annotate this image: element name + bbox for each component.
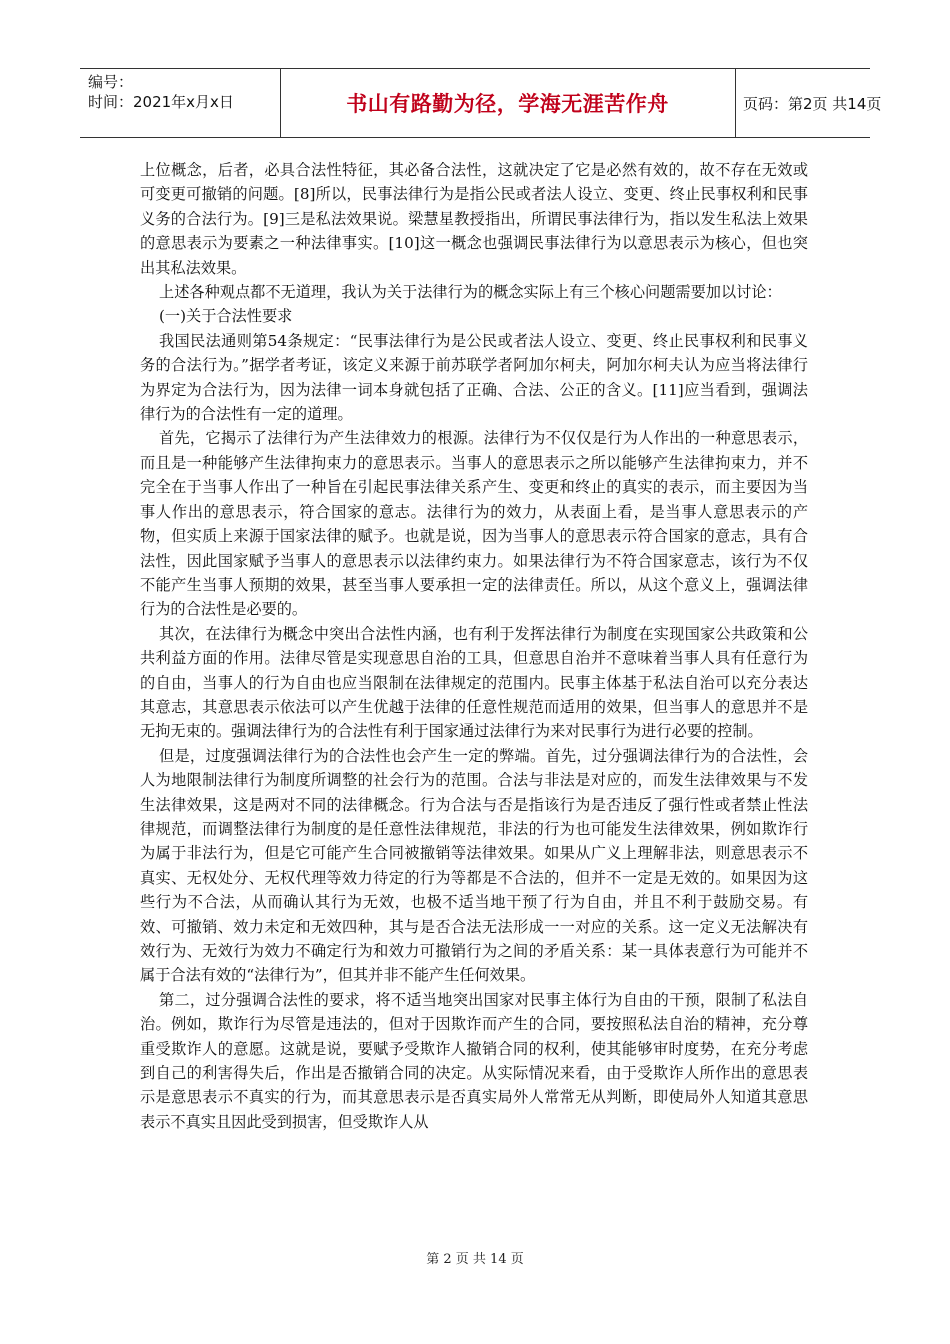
paragraph: 第二，过分强调合法性的要求，将不适当地突出国家对民事主体行为自由的干预，限制了私法自治。例如，欺诈行为尽管是违法的，但对于因欺诈而产生的合同，要按照私法自治的精神，充分尊重受欺诈人的意愿。这就是说，要赋予受欺诈人撤销合同的权利，使其能够审时度势，在充分考虑到自己的利害得失后，作出是否撤销合同的决定。从实际情况来看，由于受欺诈人所作出的意思表示是意思表示不真实的行为，而其意思表示是否真实局外人常常无从判断，即使局外人知道其意思表示不真实且因此受到损害，但受欺诈人从 [140, 990, 808, 1131]
document-number-label: 编号： [88, 73, 134, 91]
header-meta [80, 69, 281, 137]
paragraph: 但是，过度强调法律行为的合法性也会产生一定的弊端。首先，过分强调法律行为的合法性，会人为地限制法律行为制度所调整的社会行为的范围。合法与非法是对应的，而发生法律效果与不发生法律效果，这是两对不同的法律概念。行为合法与否是指该行为是否违反了强行性或者禁止性法律规范，而调整法律行为制度的是任意性法律规范，非法的行为也可能发生法律效果，例如欺诈行为属于非法行为，但是它可能产生合同被撤销等法律效果。如果从广义上理解非法，则意思表示不真实、无权处分、无权代理等效力待定的行为等都是不合法的，但并不一定是无效的。如果因为这些行为不合法，从而确认其行为无效，也极不适当地干预了行为自由，并且不利于鼓励交易。有效、可撤销、效力未定和无效四种，其与是否合法无法形成一一对应的关系。这一定义无法解决有效行为、无效行为效力不确定行为和效力可撤销行为之间的矛盾关系：某一具体表意行为可能并不属于合法有效的“法律行为”，但其并非不能产生任何效果。 [140, 746, 808, 985]
document-body [140, 158, 808, 1134]
paragraph: 其次，在法律行为概念中突出合法性内涵，也有利于发挥法律行为制度在实现国家公共政策和公共利益方面的作用。法律尽管是实现意思自治的工具，但意思自治并不意味着当事人具有任意行为的自由，当事人的行为自由也应当限制在法律规定的范围内。民事主体基于私法自治可以充分表达其意志，其意思表示依法可以产生优越于法律的任意性规范而适用的效果，但当事人的意思并不是无拘无束的。强调法律行为的合法性有利于国家通过法律行为来对民事行为进行必要的控制。 [140, 624, 808, 741]
header-page-cell [735, 69, 882, 137]
header-motto-cell [280, 69, 736, 137]
document-date: 时间：2021年x月x日 [88, 93, 234, 111]
paragraph: 我国民法通则第54条规定：“民事法律行为是公民或者法人设立、变更、终止民事权利和民事义务的合法行为。”据学者考证，该定义来源于前苏联学者阿加尔柯夫，阿加尔柯夫认为应当将法律行为界定为合法行为，因为法律一词本身就包括了正确、合法、公正的含义。[11]应当看到，强调法律行为的合法性有一定的道理。 [140, 331, 808, 424]
page-header [80, 68, 882, 138]
page-footer: 第 2 页 共 14 页 [426, 1252, 524, 1267]
paragraph: 首先，它揭示了法律行为产生法律效力的根源。法律行为不仅仅是行为人作出的一种意思表示，而且是一种能够产生法律拘束力的意思表示。当事人的意思表示之所以能够产生法律拘束力，并不完全在于当事人作出了一种旨在引起民事法律关系产生、变更和终止的真实的表示，而主要因为当事人作出的意思表示，符合国家的意志。法律行为的效力，从表面上看，是当事人意思表示的产物，但实质上来源于国家法律的赋予。也就是说，因为当事人的意思表示符合国家的意志，具有合法性，因此国家赋予当事人的意思表示以法律约束力。如果法律行为不符合国家意志，该行为不仅不能产生当事人预期的效果，甚至当事人要承担一定的法律责任。所以，从这个意义上，强调法律行为的合法性是必要的。 [140, 429, 808, 619]
header-page-code: 页码：第2页 共14页 [743, 94, 882, 113]
header-motto: 书山有路勤为径，学海无涯苦作舟 [346, 92, 669, 116]
section-heading: (一)关于合法性要求 [159, 307, 293, 326]
paragraph: 上述各种观点都不无道理，我认为关于法律行为的概念实际上有三个核心问题需要加以讨论： [159, 283, 782, 302]
paragraph-continuation: 上位概念，后者，必具合法性特征，其必备合法性，这就决定了它是必然有效的，故不存在无效或可变更可撤销的问题。[8]所以，民事法律行为是指公民或者法人设立、变更、终止民事权利和民事义务的合法行为。[9]三是私法效果说。梁慧星教授指出，所谓民事法律行为，指以发生私法上效果的意思表示为要素之一种法律事实。[10]这一概念也强调民事法律行为以意思表示为核心，但也突出其私法效果。 [140, 161, 808, 277]
